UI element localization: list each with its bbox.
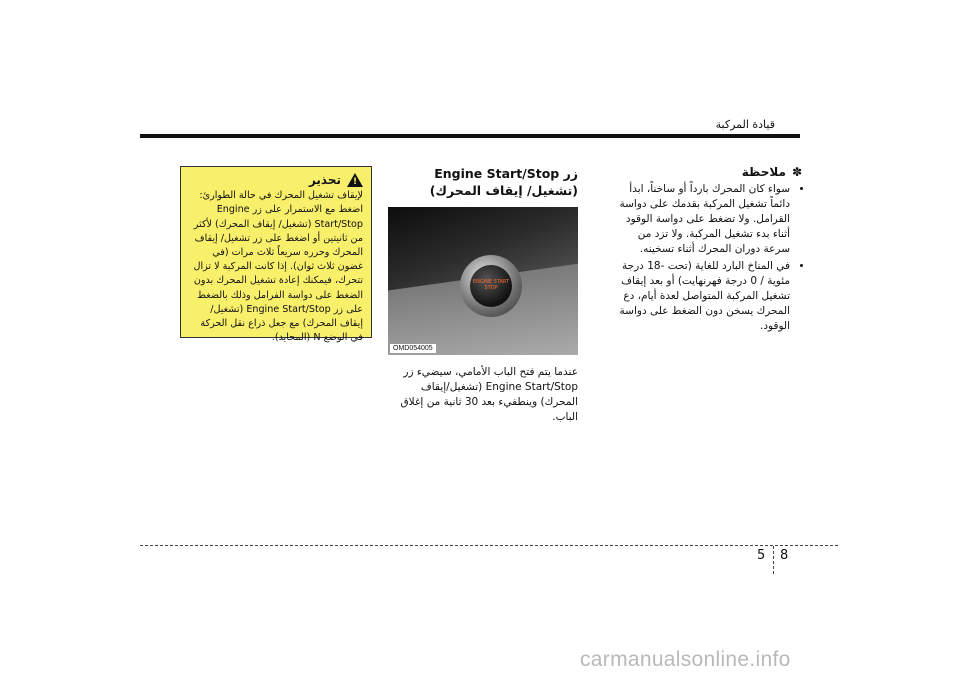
- warning-title: تحذير: [308, 173, 341, 187]
- page-number: 8: [780, 548, 789, 563]
- warning-body: لإيقاف تشغيل المحرك في حالة الطوارئ: اضغط مع الاستمرار على زر Engine Start/Stop (تشغيل/ إيقاف المحرك) لأكثر من ثانيتين أو اضغط على زر تشغيل/ إيقاف المحرك وحرره سريعاً ثلاث مرات (في غضون ثلاث ثوان). إذا كانت المركبة لا تزال تتحرك، فيمكنك إعادة تشغيل المحرك بدون الضغط على دواسة الفرامل وذلك بالضغط على زر Engine Start/Stop (تشغيل/ إيقاف المحرك) مع جعل ذراع نقل الحركة في الوضع N (المحايد).: [193, 190, 363, 344]
- image-code: OMD054005: [390, 344, 436, 353]
- warning-icon: [347, 173, 363, 187]
- chapter-number: 5: [757, 548, 766, 563]
- header-rule: [140, 134, 800, 138]
- note-section: [616, 165, 802, 336]
- note-title: ملاحظة: [741, 165, 786, 179]
- note-item: • في المناخ البارد للغاية (تحت -18 درجة مئوية / 0 درجة فهرنهايت) أو بعد إيقاف تشغيل المركبة المتواصل لعدة أيام، دع المحرك يسخن دون الضغط على دواسة الوقود.: [616, 259, 790, 334]
- engine-start-stop-button-image: ENGINE START STOP: [470, 265, 512, 307]
- warning-heading: [189, 173, 363, 187]
- warning-box: [180, 166, 372, 344]
- note-list: [616, 182, 802, 334]
- watermark: carmanualsonline.info: [580, 648, 791, 671]
- start-button-section: [386, 165, 578, 425]
- page-separator: [773, 546, 774, 574]
- start-button-photo: [388, 207, 578, 355]
- asterisk-icon: ✽: [791, 165, 802, 179]
- start-button-title: زر Engine Start/Stop: [434, 166, 578, 181]
- section-title: قيادة المركبة: [715, 118, 775, 131]
- note-heading: [616, 165, 802, 180]
- start-button-subtitle: (تشغيل/ إيقاف المحرك): [429, 183, 578, 198]
- start-button-body: عندما يتم فتح الباب الأمامي، سيضيء زر Engine Start/Stop (تشغيل/إيقاف المحرك) وينطفيء بعد 30 ثانية من إغلاق الباب.: [400, 366, 578, 423]
- note-item: • سواء كان المحرك بارداً أو ساخناً، ابدأ دائماً تشغيل المركبة بقدمك على دواسة القرامل. ولا تضغط على دواسة الوقود أثناء بدء تشغيل المركبة. ولا تزد من سرعة دوران المحرك أثناء تسخينه.: [616, 182, 790, 257]
- footer-rule: [140, 545, 838, 546]
